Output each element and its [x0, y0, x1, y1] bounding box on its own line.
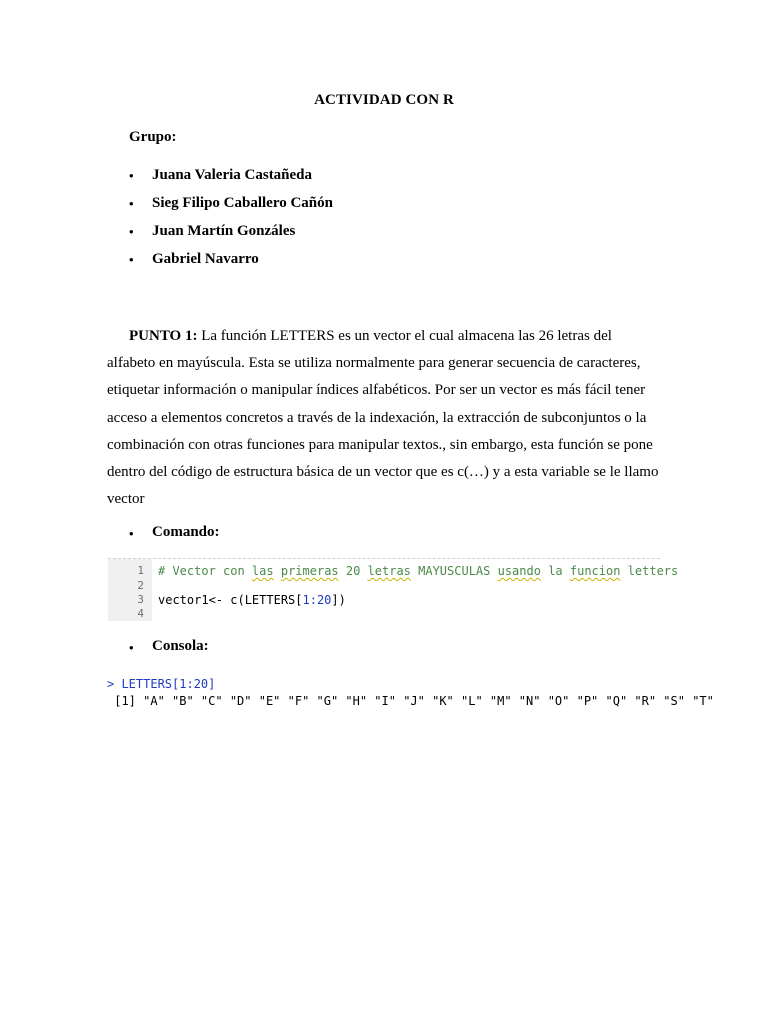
command-label: Comando:: [152, 524, 220, 540]
point1-paragraph: [107, 323, 663, 513]
member-name: Gabriel Navarro: [152, 251, 259, 267]
code-line: [108, 593, 660, 607]
console-output: [1] "A" "B" "C" "D" "E" "F" "G" "H" "I" "J" "K" "L" "M" "N" "O" "P" "Q" "R" "S" "T": [107, 694, 714, 708]
code-editor-screenshot: [108, 558, 679, 621]
bullet-icon: •: [129, 526, 134, 541]
list-item: [129, 250, 333, 278]
member-name: Juana Valeria Castañeda: [152, 167, 313, 183]
point1-text: La función LETTERS es un vector el cual almacena las 26 letras del alfabeto en mayúscula. Esta se utiliza normalmente para generar secuencia de caracteres, etiquetar información o manipular índices alfabéticos. Por ser un vector es más fácil tener acceso a elementos concretos a través de la indexación, la extracción de subconjuntos o la combinación con otras funciones para manipular textos., sin embargo, esta función se pone dentro del código de estructura básica de un vector que es c(…) y a esta variable se le llamo vector: [107, 328, 659, 508]
list-item: [129, 222, 333, 250]
console-heading: [129, 638, 209, 657]
code-line: [108, 564, 679, 578]
line-number: 4: [137, 607, 144, 620]
code-line: [108, 579, 660, 593]
line-number: 1: [137, 564, 144, 577]
document-title: ACTIVIDAD CON R: [314, 92, 454, 108]
list-item: [129, 166, 333, 194]
code-line: [108, 607, 660, 621]
code-statement: vector1<- c(LETTERS[1:20]): [158, 593, 346, 607]
bullet-icon: •: [129, 640, 134, 655]
member-name: Juan Martín Gonzáles: [152, 223, 296, 239]
console-screenshot: [107, 676, 714, 709]
list-item: [129, 194, 333, 222]
bullet-icon: •: [129, 168, 134, 183]
member-name: Sieg Filipo Caballero Cañón: [152, 195, 333, 211]
code-comment: # Vector con las primeras 20 letras MAYUSCULAS usando la funcion letters: [158, 564, 679, 578]
bullet-icon: •: [129, 224, 134, 239]
console-label: Consola:: [152, 638, 209, 654]
command-heading: [129, 524, 220, 543]
bullet-icon: •: [129, 196, 134, 211]
point1-lead: PUNTO 1:: [129, 328, 198, 344]
member-list: [129, 166, 333, 278]
bullet-icon: •: [129, 252, 134, 267]
line-number: 2: [137, 579, 144, 592]
group-label: Grupo:: [129, 129, 177, 145]
console-prompt: > LETTERS[1:20]: [107, 677, 216, 691]
line-number: 3: [137, 593, 144, 606]
